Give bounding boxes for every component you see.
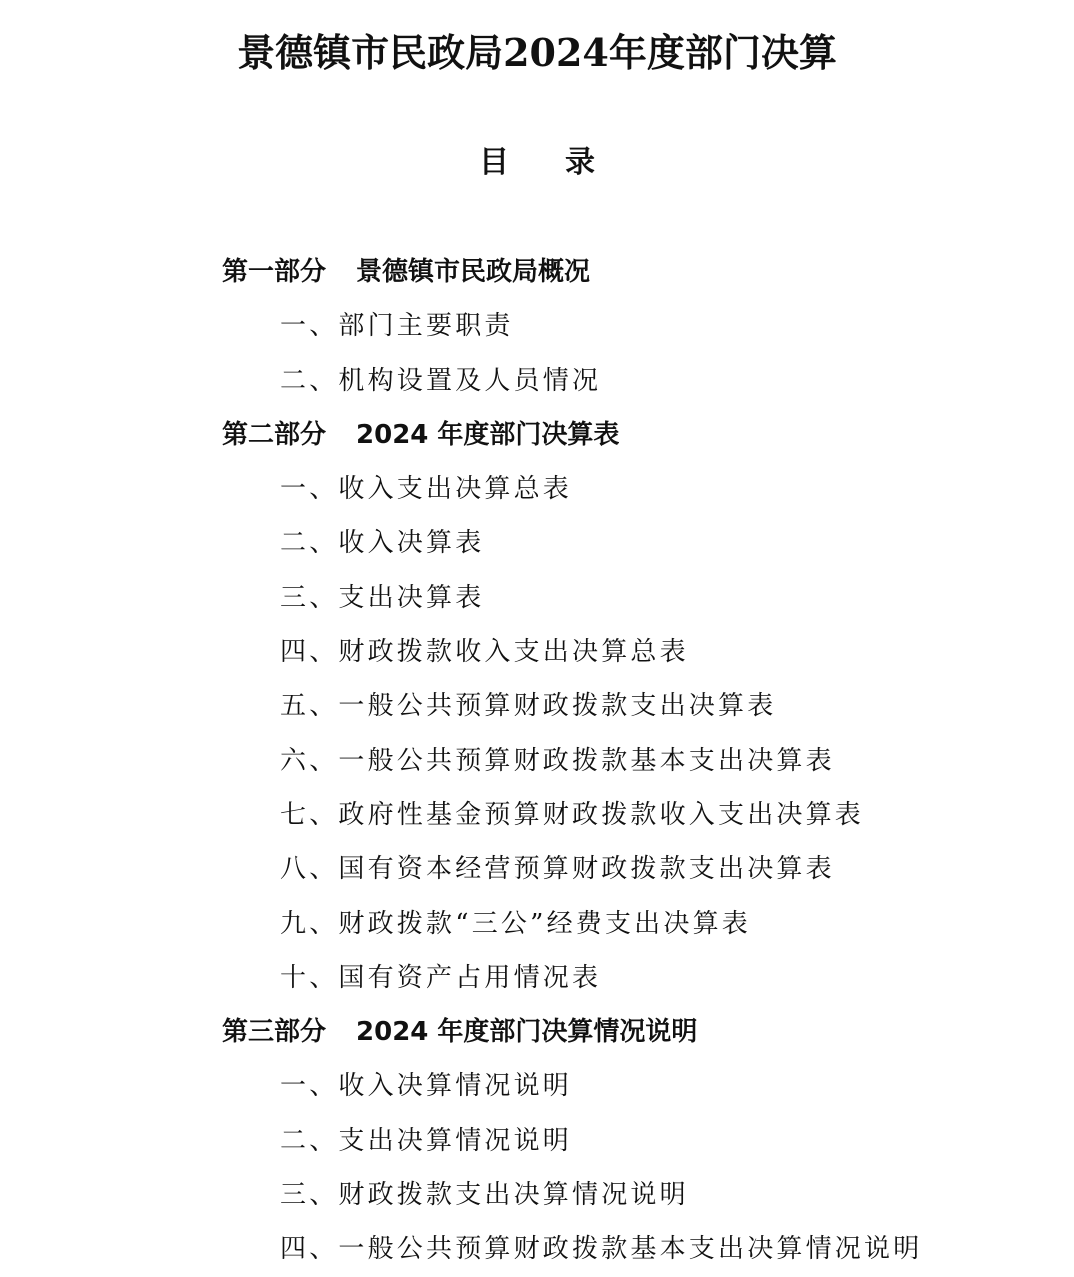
toc-item: 一、收入决算情况说明	[280, 1071, 573, 1102]
toc-part-title: 2024 年度部门决算情况说明	[356, 1017, 698, 1048]
toc-item: 四、财政拨款收入支出决算总表	[280, 637, 689, 668]
toc-item: 四、一般公共预算财政拨款基本支出决算情况说明	[280, 1234, 923, 1265]
table-of-contents	[0, 245, 1074, 1277]
toc-part-number: 第一部分	[222, 257, 327, 287]
toc-item: 一、部门主要职责	[280, 311, 514, 342]
document-title: 景德镇市民政局2024年度部门决算	[237, 30, 837, 75]
toc-part-3	[0, 1005, 1074, 1059]
toc-item: 一、收入支出决算总表	[280, 474, 573, 505]
toc-heading-right: 录	[565, 145, 595, 180]
toc-part-number: 第三部分	[222, 1017, 327, 1048]
toc-part-title: 景德镇市民政局概况	[356, 257, 591, 287]
toc-heading	[0, 140, 1074, 186]
toc-item: 三、支出决算表	[280, 582, 485, 613]
toc-item: 二、收入决算表	[280, 528, 485, 559]
toc-heading-left: 目	[479, 145, 509, 180]
toc-item: 十、国有资产占用情况表	[280, 962, 602, 993]
toc-item: 九、财政拨款“三公”经费支出决算表	[280, 908, 751, 939]
toc-part-2	[0, 408, 1074, 462]
toc-item: 二、支出决算情况说明	[280, 1125, 573, 1156]
toc-item: 八、国有资本经营预算财政拨款支出决算表	[280, 854, 835, 885]
toc-part-title: 2024 年度部门决算表	[356, 419, 620, 450]
toc-item: 五、一般公共预算财政拨款支出决算表	[280, 691, 777, 722]
toc-part-1	[0, 245, 1074, 299]
toc-part-number: 第二部分	[222, 419, 327, 450]
toc-item: 六、一般公共预算财政拨款基本支出决算表	[280, 745, 835, 776]
toc-item: 二、机构设置及人员情况	[280, 365, 602, 396]
toc-item: 三、财政拨款支出决算情况说明	[280, 1180, 689, 1211]
toc-item: 七、政府性基金预算财政拨款收入支出决算表	[280, 799, 865, 830]
